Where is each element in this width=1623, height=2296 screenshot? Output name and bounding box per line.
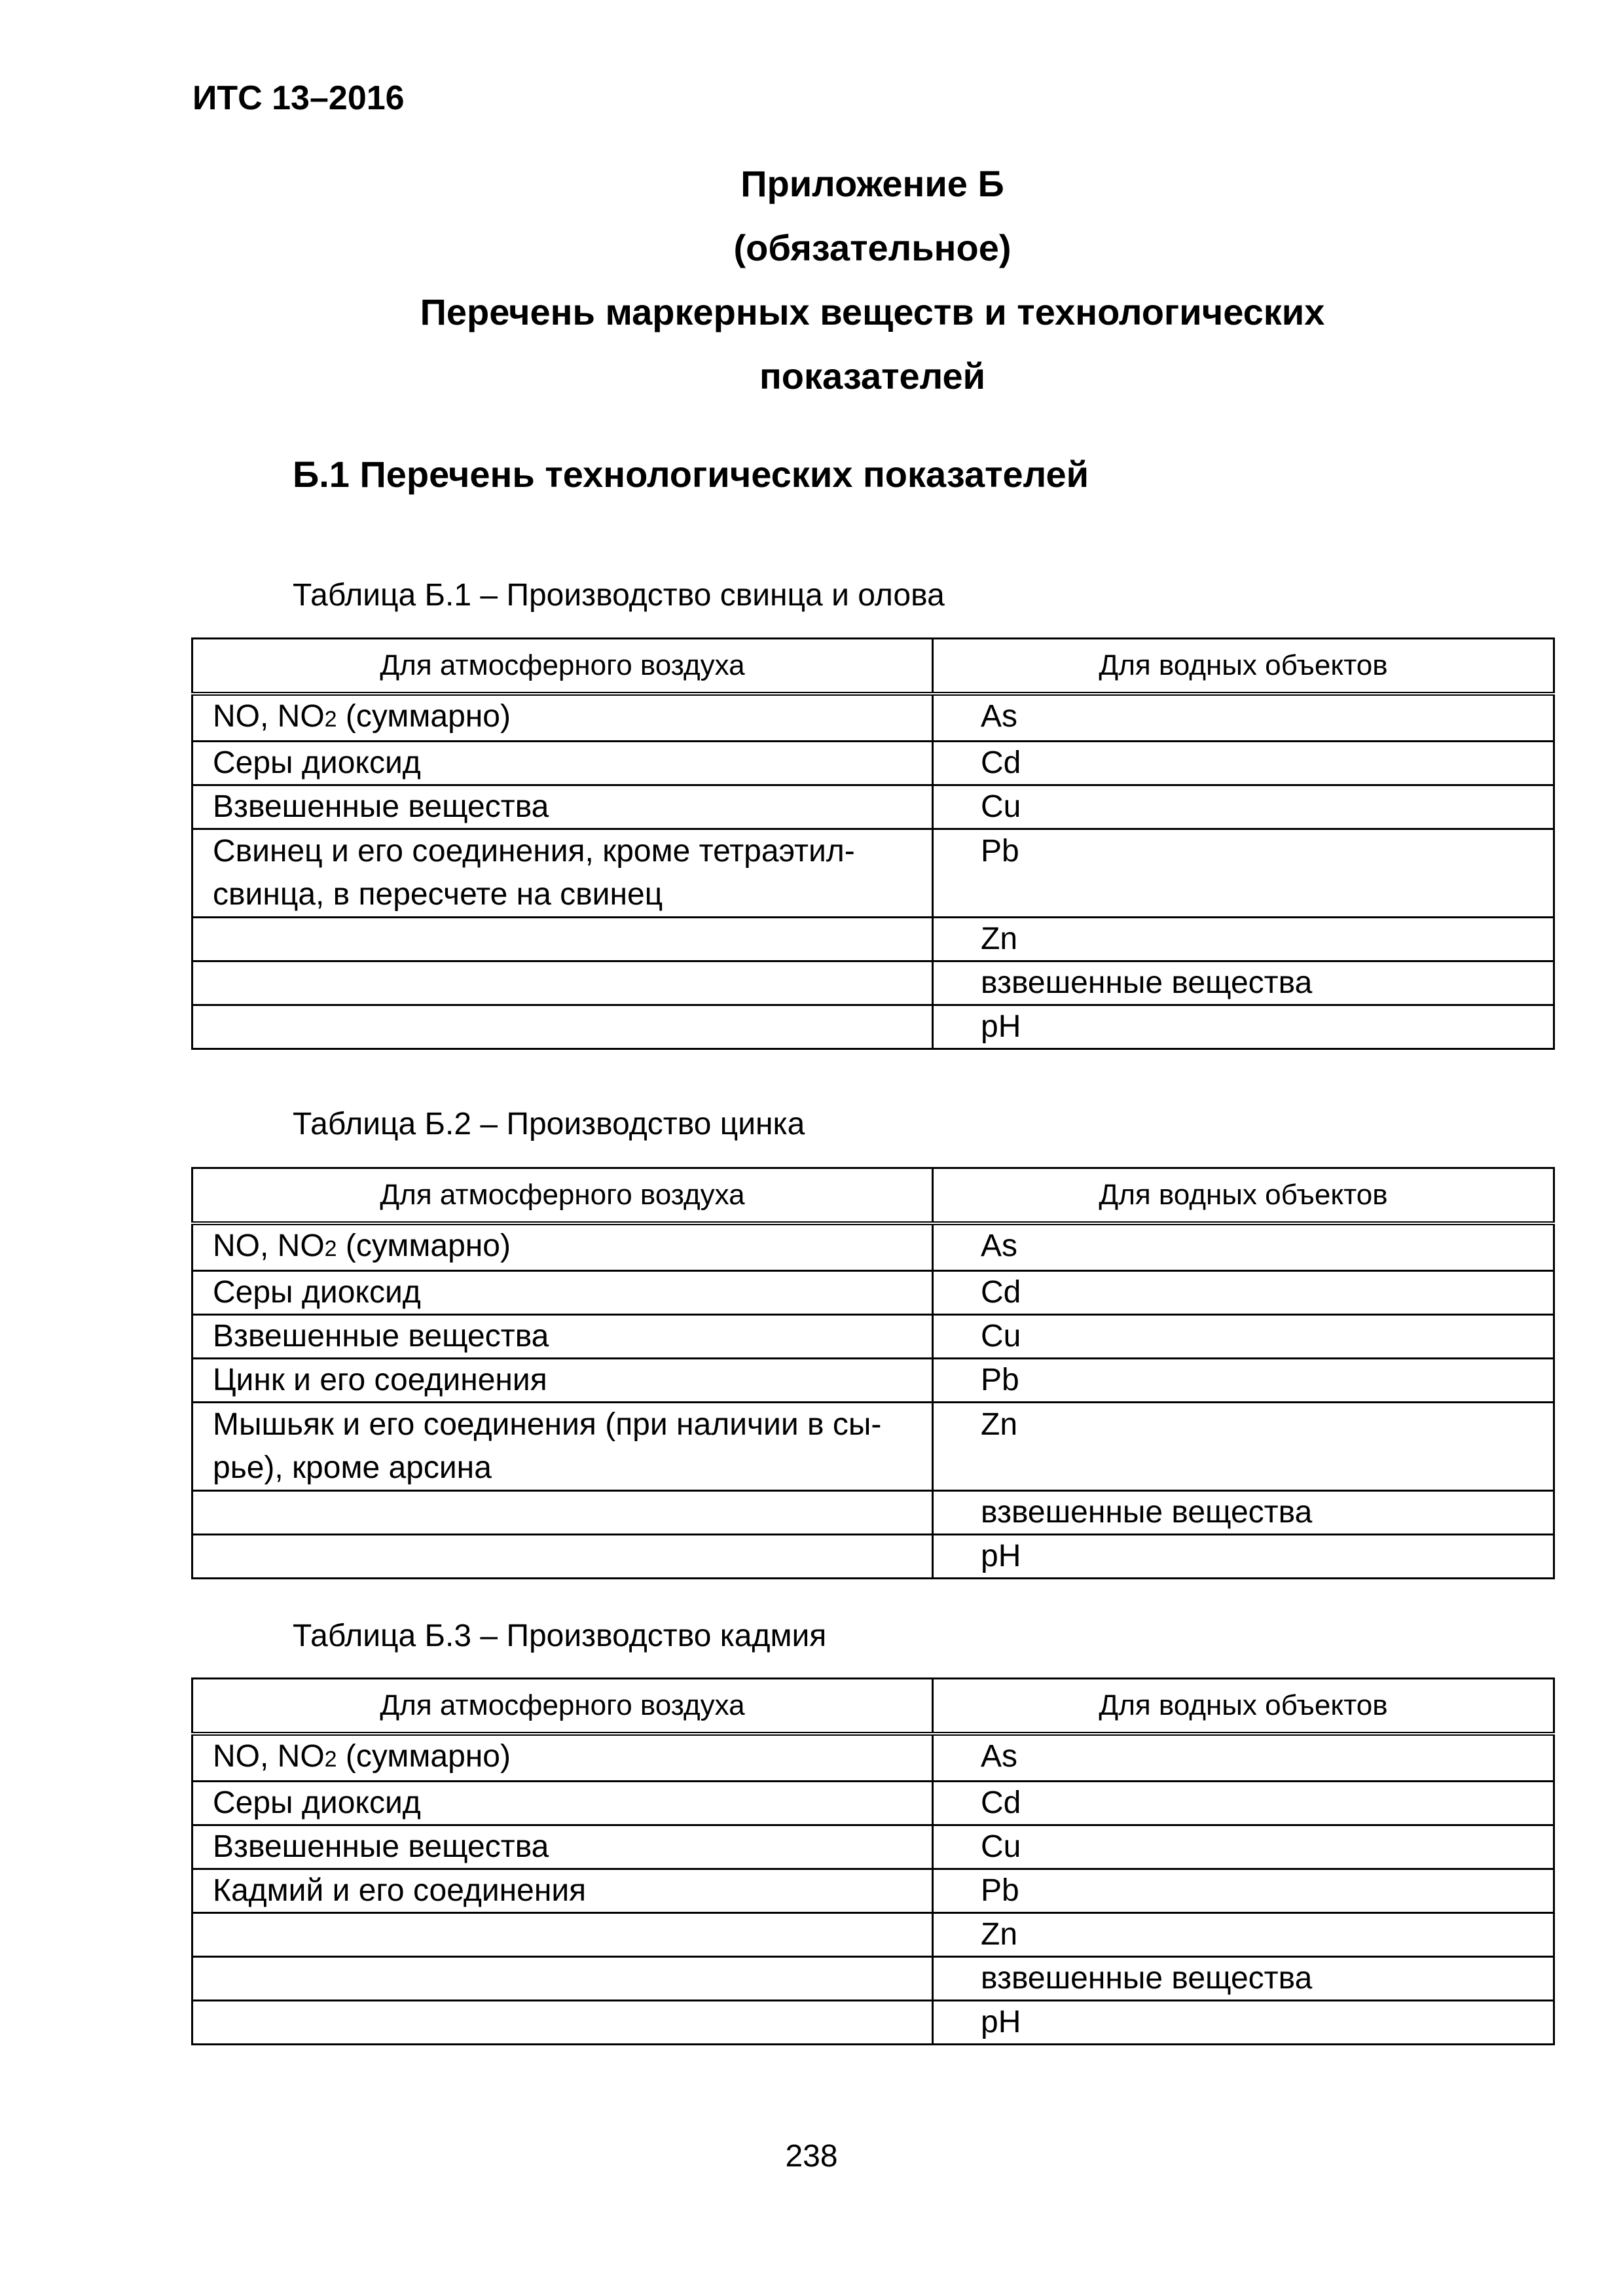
table-row — [192, 918, 1554, 961]
table-row — [192, 1535, 1554, 1579]
cell-water-pollutant: Cd — [933, 1271, 1554, 1315]
appendix-title-line-1: Приложение Б — [740, 163, 1004, 204]
table-b1 — [191, 637, 1555, 1050]
cell-air-pollutant: Взвешенные вещества — [192, 785, 933, 829]
table-row — [192, 1957, 1554, 2001]
cell-line: свинца, в пересчете на свинец — [213, 877, 663, 912]
column-header-air: Для атмосферного воздуха — [192, 1168, 933, 1224]
document-code: ИТС 13–2016 — [192, 79, 405, 117]
table-caption-b3: Таблица Б.3 – Производство кадмия — [293, 1619, 827, 1653]
cell-water-pollutant: Cu — [933, 1315, 1554, 1359]
table-b2 — [191, 1167, 1555, 1579]
table-header-row — [192, 1168, 1554, 1224]
cell-water-pollutant: pH — [933, 1005, 1554, 1049]
cell-water-pollutant: Cd — [933, 742, 1554, 785]
table-row — [192, 961, 1554, 1005]
cell-water-pollutant: Cu — [933, 1825, 1554, 1869]
cell-air-pollutant — [192, 1535, 933, 1579]
table-row — [192, 1315, 1554, 1359]
cell-water-pollutant: pH — [933, 1535, 1554, 1579]
cell-line: Свинец и его соединения, кроме тетраэтил- — [213, 834, 855, 869]
table-row — [192, 1825, 1554, 1869]
cell-air-pollutant — [192, 1403, 933, 1491]
cell-line: рье), кроме арсина — [213, 1450, 492, 1485]
table-row — [192, 1869, 1554, 1913]
cell-water-pollutant: Cu — [933, 785, 1554, 829]
cell-water-pollutant: pH — [933, 2001, 1554, 2045]
table-row — [192, 694, 1554, 742]
cell-air-pollutant — [192, 829, 933, 918]
cell-water-pollutant: Pb — [933, 1869, 1554, 1913]
table-header-row — [192, 1679, 1554, 1734]
table-row — [192, 1782, 1554, 1825]
column-header-air: Для атмосферного воздуха — [192, 639, 933, 694]
table-row — [192, 2001, 1554, 2045]
table-row — [192, 1271, 1554, 1315]
cell-water-pollutant: Zn — [933, 918, 1554, 961]
section-heading: Б.1 Перечень технологических показателей — [293, 454, 1089, 495]
cell-water-pollutant: взвешенные вещества — [933, 1491, 1554, 1535]
cell-air-pollutant — [192, 1913, 933, 1957]
cell-air-pollutant: Взвешенные вещества — [192, 1315, 933, 1359]
cell-air-pollutant: NO, NO2 (суммарно) — [192, 694, 933, 742]
cell-air-pollutant: Цинк и его соединения — [192, 1359, 933, 1403]
cell-water-pollutant: Cd — [933, 1782, 1554, 1825]
cell-water-pollutant: Zn — [933, 1913, 1554, 1957]
table-row — [192, 829, 1554, 918]
column-header-water: Для водных объектов — [933, 1679, 1554, 1734]
cell-line: Мышьяк и его соединения (при наличии в сы- — [213, 1407, 882, 1442]
cell-water-pollutant: взвешенные вещества — [933, 1957, 1554, 2001]
cell-air-pollutant: Серы диоксид — [192, 1271, 933, 1315]
appendix-title — [192, 152, 1552, 408]
column-header-water: Для водных объектов — [933, 1168, 1554, 1224]
cell-air-pollutant — [192, 1005, 933, 1049]
cell-water-pollutant: взвешенные вещества — [933, 961, 1554, 1005]
table-row — [192, 785, 1554, 829]
cell-air-pollutant — [192, 961, 933, 1005]
appendix-title-line-2: (обязательное) — [733, 227, 1012, 268]
table-row — [192, 742, 1554, 785]
table-row — [192, 1491, 1554, 1535]
table-row — [192, 1359, 1554, 1403]
appendix-title-line-3: Перечень маркерных веществ и технологических — [420, 291, 1325, 332]
page-number: 238 — [785, 2139, 838, 2174]
table-row — [192, 1223, 1554, 1271]
table-row — [192, 1734, 1554, 1782]
table-row — [192, 1913, 1554, 1957]
cell-air-pollutant: Кадмий и его соединения — [192, 1869, 933, 1913]
cell-air-pollutant: Серы диоксид — [192, 1782, 933, 1825]
cell-water-pollutant: Zn — [933, 1403, 1554, 1491]
column-header-water: Для водных объектов — [933, 639, 1554, 694]
cell-air-pollutant — [192, 918, 933, 961]
column-header-air: Для атмосферного воздуха — [192, 1679, 933, 1734]
cell-air-pollutant: NO, NO2 (суммарно) — [192, 1223, 933, 1271]
cell-water-pollutant: Pb — [933, 829, 1554, 918]
cell-air-pollutant: Серы диоксид — [192, 742, 933, 785]
table-row — [192, 1403, 1554, 1491]
table-caption-b1: Таблица Б.1 – Производство свинца и олова — [293, 578, 945, 613]
cell-air-pollutant — [192, 1957, 933, 2001]
cell-water-pollutant: As — [933, 1734, 1554, 1782]
table-b3 — [191, 1677, 1555, 2045]
appendix-title-line-4: показателей — [759, 355, 986, 397]
table-header-row — [192, 639, 1554, 694]
cell-air-pollutant — [192, 1491, 933, 1535]
cell-water-pollutant: Pb — [933, 1359, 1554, 1403]
cell-water-pollutant: As — [933, 1223, 1554, 1271]
cell-air-pollutant: NO, NO2 (суммарно) — [192, 1734, 933, 1782]
cell-air-pollutant — [192, 2001, 933, 2045]
cell-air-pollutant: Взвешенные вещества — [192, 1825, 933, 1869]
table-caption-b2: Таблица Б.2 – Производство цинка — [293, 1107, 805, 1141]
table-row — [192, 1005, 1554, 1049]
cell-water-pollutant: As — [933, 694, 1554, 742]
